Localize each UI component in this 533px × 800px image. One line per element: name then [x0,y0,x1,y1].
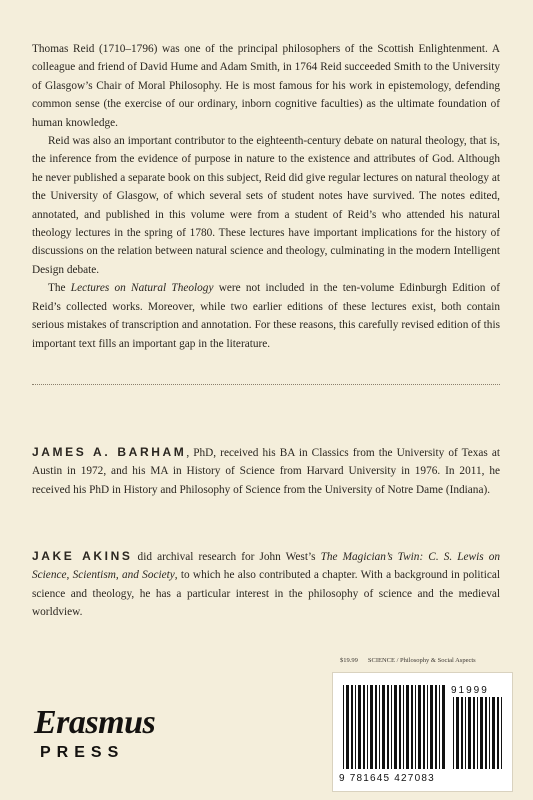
barcode-bar [501,697,502,769]
publisher-logo [34,706,155,762]
publisher-sub: PRESS [40,744,125,761]
price-addon-bars [453,697,502,769]
isbn-barcode [332,672,513,792]
author-name-barham: JAMES A. BARHAM [32,445,187,459]
barcode-graphic [333,673,512,791]
barcode-bar [375,685,377,769]
barcode-bar [370,685,373,769]
barcode-bar [423,685,425,769]
barcode-bar [473,697,475,769]
author-bio-akins-body-start: did archival research for John West’s [132,551,321,563]
barcode-bar [367,685,368,769]
barcode-bar [363,685,365,769]
barcode-bar [406,685,409,769]
author-bio-barham-body: , PhD, received his BA in Classics from the University of Texas at Austin in 1972, and his MA in History of Science from Harvard University in 1976. In 2011, he received his PhD in History and Philosophy of Science from the University of Notre Dame (Indiana). [32,447,500,496]
barcode-bar [343,685,344,769]
barcode-bar [435,685,437,769]
author-name-akins: JAKE AKINS [32,549,133,563]
barcode-bar [492,697,495,769]
barcode-bar [351,685,353,769]
dotted-divider [32,384,500,385]
barcode-bar [358,685,361,769]
author-bio-barham-text [32,443,500,499]
barcode-bar [394,685,397,769]
isbn-bars [343,685,445,769]
barcode-bar [480,697,483,769]
barcode-bar [411,685,413,769]
author-bio-akins-body-end: , to which he also contributed a chapter. With a background in political science and theology, he has a particular interest in the philosophy of science and the medieval worldview. [32,569,500,619]
price-category-line [340,657,505,664]
barcode-bar [355,685,356,769]
author-bio-akins [32,547,500,622]
price: $19.99 [340,657,358,664]
author-bio-akins-text [32,547,500,622]
barcode-bar [442,685,445,769]
barcode-bar [453,697,454,769]
barcode-bar [430,685,433,769]
barcode-bar [497,697,499,769]
publisher-name: Erasmus [34,704,156,741]
barcode-bar [346,685,349,769]
barcode-bar [477,697,478,769]
barcode-bar [468,697,471,769]
description-paragraph-3 [32,279,500,353]
referenced-book-title: The Magician’s Twin: C. S. Lewis on Science, Scientism, and Society [32,551,500,582]
book-description [32,40,500,353]
barcode-bar [489,697,490,769]
barcode-bar [465,697,466,769]
category: SCIENCE / Philosophy & Social Aspects [367,657,476,664]
description-paragraph-1: Thomas Reid (1710–1796) was one of the principal philosophers of the Scottish Enlightenment. A colleague and friend of David Hume and Adam Smith, in 1764 Reid succeeded Smith to the University of Glasgow’s Chair of Moral Philosophy. He is most famous for his work in epistemology, defending common sense (the exercise of our ordinary, inborn cognitive faculties) as the ultimate foundation of human knowledge. [32,43,500,129]
barcode-bar [415,685,416,769]
barcode-bar [427,685,428,769]
barcode-bar [461,697,463,769]
barcode-bar [418,685,421,769]
book-title-italic: Lectures on Natural Theology [70,282,214,295]
barcode-bar [391,685,392,769]
barcode-bar [403,685,404,769]
barcode-bar [387,685,389,769]
addon-digits: 91999 [451,685,489,696]
barcode-bar [399,685,401,769]
author-bio-barham [32,443,500,499]
barcode-bar [382,685,385,769]
description-p3-start: The [48,282,71,295]
barcode-bar [439,685,440,769]
barcode-bar [379,685,380,769]
barcode-bar [456,697,459,769]
barcode-bar [485,697,487,769]
description-p3-rest: were not included in the ten-volume Edinburgh Edition of Reid’s collected works. Moreover, while two earlier editions of these lectures exist, both contain serious mistakes of transcription and annotation. For these reasons, this carefully revised edition of this important text fills an important gap in the literature. [32,282,501,350]
isbn-digits: 9 781645 427083 [339,773,435,784]
description-paragraph-2: Reid was also an important contributor to the eighteenth-century debate on natural theology, that is, the inference from the evidence of purpose in nature to the existence and attributes of God. Although he never published a separate book on this subject, Reid did give regular lectures on natural theology at the University of Glasgow, of which several sets of student notes have survived. The notes edited, annotated, and published in this volume were from a student of Reid’s who attended his natural theology lectures in the spring of 1780. These lectures have important implications for the history of discussions on the relation between natural science and theology, culminating in the modern Intelligent Design debate. [32,135,500,276]
